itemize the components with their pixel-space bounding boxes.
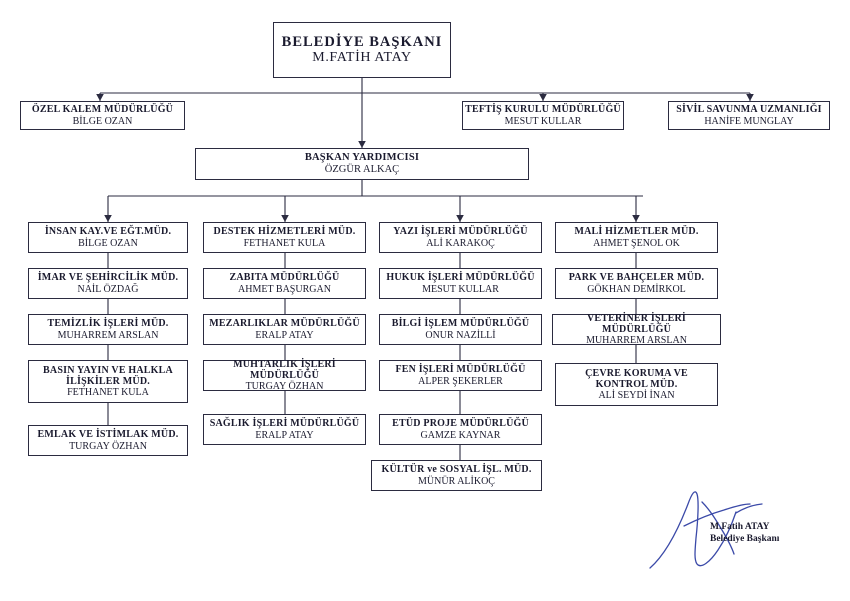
node-hukuk-isleri[interactable] [379,268,542,299]
node-title: VETERİNER İŞLERİ MÜDÜRLÜĞÜ [586,312,687,335]
node-title: SAĞLIK İŞLERİ MÜDÜRLÜĞÜ [209,418,360,430]
node-title-2: KONTROL MÜD. [595,378,678,390]
node-title: ÖZEL KALEM MÜDÜRLÜĞÜ [31,104,174,116]
node-person: ALİ KARAKOÇ [426,237,495,249]
node-title: TEMİZLİK İŞLERİ MÜD. [47,318,169,330]
node-title: İMAR VE ŞEHİRCİLİK MÜD. [37,272,179,284]
node-person: ÖZGÜR ALKAÇ [324,164,400,175]
node-title: MUHTARLIK İŞLERİ MÜDÜRLÜĞÜ [233,358,336,381]
signature-name: M.Fatih ATAY [710,522,770,532]
node-title: İNSAN KAY.VE EĞT.MÜD. [44,226,172,238]
node-title: BİLGİ İŞLEM MÜDÜRLÜĞÜ [391,318,530,330]
node-person: NAİL ÖZDAĞ [77,283,139,295]
node-person: MÜNÜR ALİKOÇ [418,475,495,487]
node-person: BİLGE OZAN [72,115,133,127]
node-person: BİLGE OZAN [78,237,138,249]
node-title: BASIN YAYIN VE HALKLA [43,364,173,376]
node-person: ALİ SEYDİ İNAN [598,390,675,402]
node-fen-isleri[interactable] [379,360,542,391]
node-title: HUKUK İŞLERİ MÜDÜRLÜĞÜ [386,272,535,284]
node-emlak-istimlak[interactable] [28,425,188,456]
node-mali-hizmetler[interactable] [555,222,718,253]
node-kultur-sosyal[interactable] [371,460,542,491]
node-zabita[interactable] [203,268,366,299]
node-title: KÜLTÜR ve SOSYAL İŞL. MÜD. [381,464,532,476]
node-sivil-savunma[interactable] [668,101,830,130]
node-deputy-mayor[interactable] [195,148,529,180]
node-title: ÇEVRE KORUMA VE [585,367,688,379]
node-person: MESUT KULLAR [504,115,582,127]
node-person: GÖKHAN DEMİRKOL [587,283,686,295]
node-veteriner-isleri[interactable] [552,314,721,345]
node-person: HANİFE MUNGLAY [704,115,794,127]
node-title: PARK VE BAHÇELER MÜD. [568,272,705,284]
node-title-2: İLİŞKİLER MÜD. [66,375,150,387]
node-ozel-kalem[interactable] [20,101,185,130]
node-teftis-kurulu[interactable] [462,101,624,130]
node-muhtarlik-isleri[interactable] [203,360,366,391]
signature-role: Belediye Başkanı [710,534,780,545]
node-yazi-isleri[interactable] [379,222,542,253]
node-saglik-isleri[interactable] [203,414,366,445]
node-title: ETÜD PROJE MÜDÜRLÜĞÜ [392,418,529,430]
node-title: SİVİL SAVUNMA UZMANLIĞI [676,104,822,116]
node-person: GAMZE KAYNAR [420,429,501,441]
node-person: M.FATİH ATAY [312,50,412,66]
node-cevre-koruma[interactable] [555,363,718,406]
signature-caption [710,521,779,546]
node-etud-proje[interactable] [379,414,542,445]
node-person: ALPER ŞEKERLER [418,375,503,387]
node-title: YAZI İŞLERİ MÜDÜRLÜĞÜ [393,226,528,238]
node-title: MEZARLIKLAR MÜDÜRLÜĞÜ [209,318,360,330]
node-title: EMLAK VE İSTİMLAK MÜD. [37,429,179,441]
node-mayor[interactable] [273,22,451,78]
node-person: ERALP ATAY [255,429,314,441]
node-title: FEN İŞLERİ MÜDÜRLÜĞÜ [395,364,526,376]
node-title: TEFTİŞ KURULU MÜDÜRLÜĞÜ [465,104,621,116]
node-basin-yayin[interactable] [28,360,188,403]
node-person: FETHANET KULA [67,387,149,399]
node-bilgi-islem[interactable] [379,314,542,345]
node-person: TURGAY ÖZHAN [245,381,324,393]
node-person: TURGAY ÖZHAN [69,440,147,452]
node-person: ONUR NAZİLLİ [425,329,496,341]
node-destek-hizmetleri[interactable] [203,222,366,253]
node-temizlik-isleri[interactable] [28,314,188,345]
node-title: MALİ HİZMETLER MÜD. [574,226,699,238]
node-park-bahceler[interactable] [555,268,718,299]
node-title: ZABITA MÜDÜRLÜĞÜ [229,272,340,284]
node-person: MUHARREM ARSLAN [586,335,687,347]
node-insan-kaynaklari[interactable] [28,222,188,253]
node-person: AHMET BAŞURGAN [238,283,331,295]
node-title: BELEDİYE BAŞKANI [281,34,443,51]
node-title: DESTEK HİZMETLERİ MÜD. [213,226,356,238]
node-title: BAŞKAN YARDIMCISI [304,152,420,164]
node-imar-sehircilik[interactable] [28,268,188,299]
node-person: MUHARREM ARSLAN [57,329,159,341]
node-person: AHMET ŞENOL OK [593,237,680,249]
node-person: FETHANET KULA [243,237,326,249]
node-person: MESUT KULLAR [422,283,499,295]
node-mezarliklar[interactable] [203,314,366,345]
node-person: ERALP ATAY [255,329,314,341]
